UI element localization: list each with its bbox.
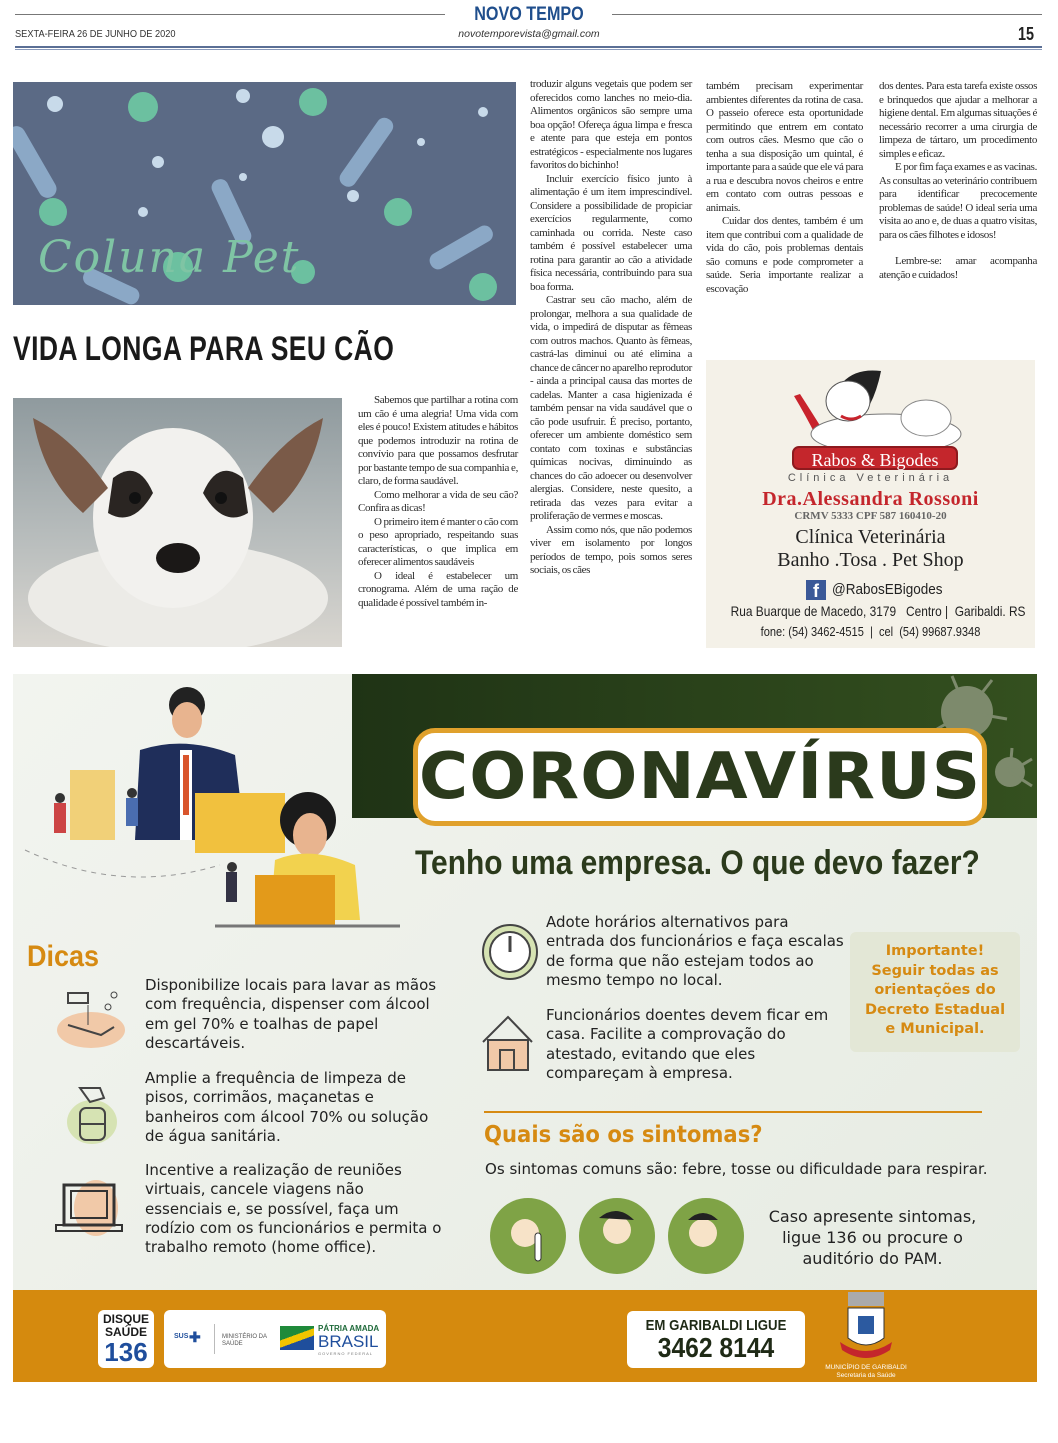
paragraph: Lembre-se: amar acompanha atenção e cuidados! xyxy=(879,255,1037,281)
hotline-label: EM GARIBALDI LIGUE xyxy=(645,1317,787,1334)
paragraph: Cuidar dos dentes, também é um item que contribui com a qualidade de vida do cão, pois problemas dentais são comuns e pode comprometer a saúde. Seria importante realizar a escovação xyxy=(706,215,863,295)
phone: fone: (54) 3462-4515 | cel (54) 99687.9348 xyxy=(760,624,981,639)
tip-alternative-hours: Adote horários alternativos para entrada dos funcionários e faça escalas de forma que não estejam todos ao mesmo tempo no local. xyxy=(546,913,844,989)
disque-saude-badge xyxy=(98,1310,154,1368)
coronavirus-subtitle: Tenho uma empresa. O que devo fazer? xyxy=(415,844,980,882)
article-column-2 xyxy=(530,78,692,578)
brasil-flag-icon xyxy=(280,1326,314,1350)
paragraph: troduzir alguns vegetais que podem ser oferecidos como lanches no meio-dia. Alimentos orgânicos são sempre uma boa opção! Ofereça água limpa e fresca e atente para que esteja em pontos estratégicos - especialmente nos lugares favoritos do bichinho! xyxy=(530,78,692,171)
symptoms-heading: Quais são os sintomas? xyxy=(484,1122,763,1148)
issue-date: SEXTA-FEIRA 26 DE JUNHO DE 2020 xyxy=(15,28,176,40)
paragraph: Incluir exercício físico junto à alimentação é um item imprescindível. Considere a possibilidade de propiciar exercícios regularmente, como caminhada ou corrida. Neste caso também é possível estabelecer uma rotina para garantir ao cão a atividade física necessária, contribuindo para sua boa forma. xyxy=(530,172,692,293)
secretaria-label: Secretaria da Saúde xyxy=(836,1371,896,1379)
advice-text: Caso apresente sintomas, ligue 136 ou procure o auditório do PAM. xyxy=(768,1207,977,1268)
important-notice: Importante! Seguir todas as orientações do Decreto Estadual e Municipal. xyxy=(850,932,1020,1052)
paragraph: E por fim faça exames e as vacinas. As consultas ao veterinário contribuem para identificar precocemente problemas de saúde! O ideal seria uma visita ao ano e, de duas a quatro visitas, para os cães filhotes e idosos! xyxy=(879,161,1037,241)
service-line-2: Banho .Tosa . Pet Shop xyxy=(777,549,964,571)
facebook-icon: f xyxy=(806,580,826,600)
house-icon xyxy=(480,1012,535,1072)
municipal-crest xyxy=(838,1292,894,1362)
coluna-pet-banner xyxy=(13,82,516,305)
logo-divider xyxy=(214,1324,215,1354)
doctor-name: Dra.Alessandra Rossoni xyxy=(762,488,979,510)
coluna-pet-title: Coluna Pet xyxy=(38,232,301,283)
paragraph: também precisam experimentar ambientes diferentes da rotina de casa. O passeio oferece esta oportunidade permitindo que entrem em contato com outros cães. Mesmo que cão o tenha a sua disposição um quintal, é importante para a saúde que ele vá para a rua e descubra novos cheiros e entre em contato com outras pessoas e animais. xyxy=(706,80,863,214)
handwash-icon xyxy=(56,985,126,1050)
tip-handwashing: Disponibilize locais para lavar as mãos com frequência, dispenser com álcool em gel 70% e toalhas de papel descartáveis. xyxy=(145,976,437,1052)
spray-bottle-icon xyxy=(60,1080,120,1145)
tip-cleaning: Amplie a frequência de limpeza de pisos, corrimãos, maçanetas e banheiros com álcool 70% ou solução de água sanitária. xyxy=(145,1069,429,1145)
social-handle[interactable]: @RabosEBigodes xyxy=(832,581,943,598)
paragraph: Sabemos que partilhar a rotina com um cão é uma alegria! Uma vida com eles é pouco! Existem atitudes e hábitos que podemos introduzir na rotina de convívio para que possamos desfrutar por bastante tempo de sua companhia e, claro, de forma saudável. xyxy=(358,394,518,487)
coronavirus-title: CORONAVÍRUS xyxy=(418,740,982,814)
paragraph: Castrar seu cão macho, além de prolongar, melhora a sua qualidade de vida, o impedirá de disputar as fêmeas com outros machos. Quanto às fêmeas, castrá-las diminui ou até elimina a chance de câncer no aparelho reprodutor - ainda a principal causa das mortes de cadelas. Manter a casa higienizada é também pensar na vida saudável que o cão pode usufruir. É preciso, portanto, oferecer um ambiente doméstico sem contato com toxinas e substâncias químicas nocivas, diminuindo as chances do cão adoecer ou desenvolver alergias. Considere, neste quesito, a retirada das vezes para evitar a proliferação de vermes e moscas. xyxy=(530,294,692,522)
article-column-1 xyxy=(358,394,518,610)
article-headline: VIDA LONGA PARA SEU CÃO xyxy=(13,330,395,368)
tip-remote-work: Incentive a realização de reuniões virtuais, cancele viagens não essenciais e, se possível, faça um rodízio com os funcionários e permita o trabalho remoto (home office). xyxy=(145,1161,442,1257)
cough-icon xyxy=(579,1198,655,1274)
dog-cat-logo xyxy=(786,366,966,456)
number-136[interactable]: 136 xyxy=(104,1337,148,1367)
office-workers-illustration xyxy=(20,680,400,930)
municipality-caption xyxy=(820,1364,912,1379)
breathing-difficulty-icon xyxy=(668,1198,744,1274)
article-column-4 xyxy=(879,80,1037,282)
symptoms-text: Os sintomas comuns são: febre, tosse ou dificuldade para respirar. xyxy=(485,1160,988,1178)
sus-cross-icon: ✚ xyxy=(189,1329,201,1345)
sus-logo: SUS xyxy=(174,1333,189,1340)
laptop-icon xyxy=(54,1180,124,1240)
vet-clinic-ad xyxy=(706,360,1035,648)
dog-illustration xyxy=(13,398,342,647)
coronavirus-title-box xyxy=(413,728,987,826)
fever-icon xyxy=(490,1198,566,1274)
header-double-rule xyxy=(15,46,1042,50)
paragraph: dos dentes. Para esta tarefa existe ossos e brinquedos que ajudar a melhorar a higiene dental. Em algumas situações é necessário recorrer a uma cirurgia de limpeza de tártaro, um procedimento simples e eficaz. xyxy=(879,80,1037,160)
municipio-label: MUNICÍPIO DE GARIBALDI xyxy=(825,1364,907,1371)
paragraph: O ideal é estabelecer um cronograma. Além de uma ração de qualidade é possível também in- xyxy=(358,569,518,609)
paragraph: Assim como nós, que não podemos viver em isolamento por longos períodos de tempo, pois somos seres sociais, os cães xyxy=(530,523,692,576)
contact-email[interactable]: novotemporevista@gmail.com xyxy=(458,28,600,40)
divider xyxy=(484,1111,982,1113)
brasil-label: BRASIL xyxy=(318,1332,379,1351)
disque-label: DISQUE xyxy=(102,1312,149,1326)
service-line-1: Clínica Veterinária xyxy=(795,526,946,548)
brand-name: Rabos & Bigodes xyxy=(792,446,958,470)
governo-federal-label: GOVERNO FEDERAL xyxy=(318,1351,374,1356)
clock-icon xyxy=(480,922,540,982)
tips-heading: Dicas xyxy=(27,940,100,973)
masthead: NOVO TEMPO xyxy=(474,4,584,25)
government-logos xyxy=(164,1310,386,1368)
dog-photo xyxy=(13,398,342,647)
article-column-3 xyxy=(706,80,863,296)
paragraph: Como melhorar a vida de seu cão? Confira as dicas! xyxy=(358,488,518,514)
garibaldi-hotline xyxy=(627,1311,805,1368)
ministerio-label: MINISTÉRIO DA SAÚDE xyxy=(222,1334,267,1347)
saude-label: SAÚDE xyxy=(104,1325,147,1339)
registry: CRMV 5333 CPF 587 160410-20 xyxy=(794,510,947,522)
address: Rua Buarque de Macedo, 3179 Centro | Garibaldi. RS xyxy=(730,603,1026,619)
hotline-number[interactable]: 3462 8144 xyxy=(657,1332,775,1363)
paragraph: O primeiro item é manter o cão com o peso apropriado, respeitando suas características, o que implica em oferecer alimentos saudáveis xyxy=(358,515,518,568)
page-number: 15 xyxy=(1017,24,1034,44)
brand-subtitle: Clínica Veterinária xyxy=(787,472,954,484)
patria-amada-label: PÁTRIA AMADA xyxy=(318,1324,380,1333)
tip-sick-employees: Funcionários doentes devem ficar em casa. Facilite a comprovação do atestado, evitando que eles compareçam à empresa. xyxy=(546,1006,829,1082)
